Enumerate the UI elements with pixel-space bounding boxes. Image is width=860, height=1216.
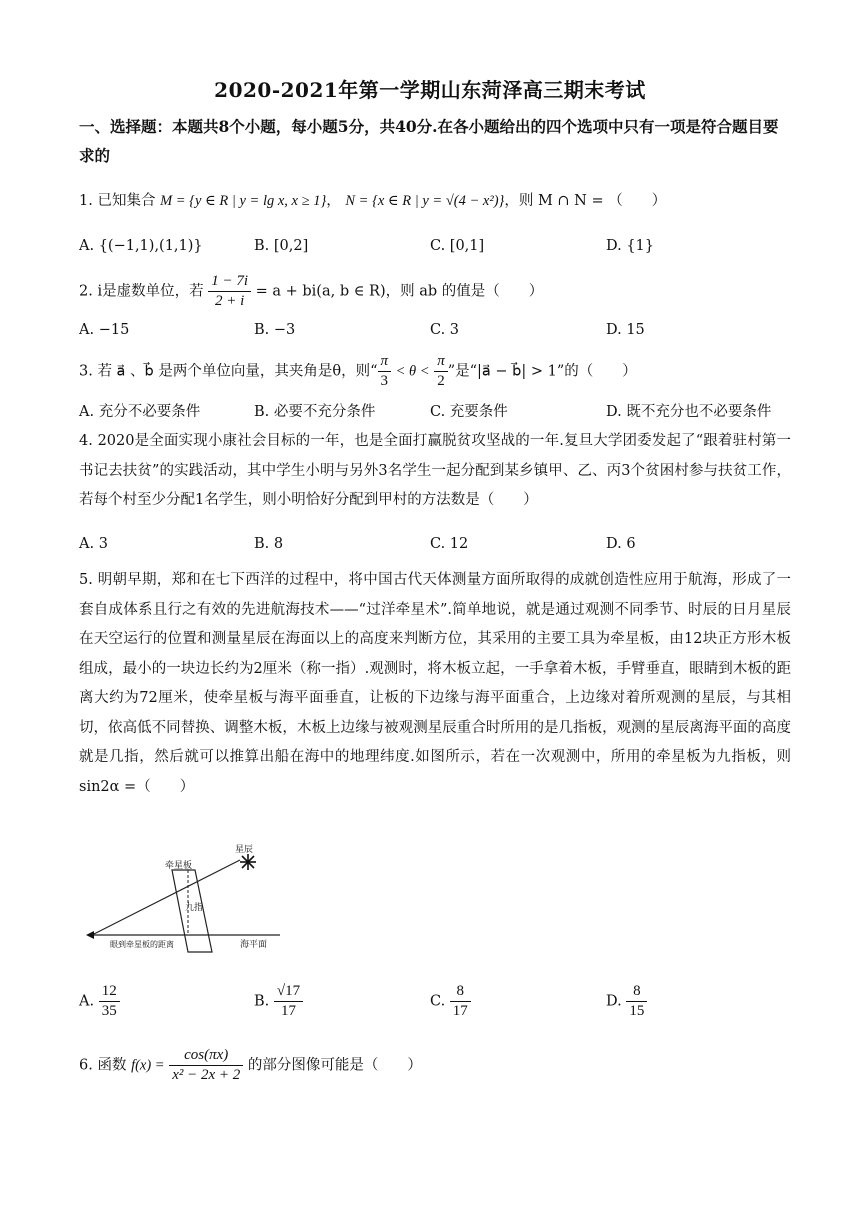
label-sea: 海平面 <box>240 940 268 950</box>
q4-option-a: A. 3 <box>79 536 108 552</box>
q5-option-d-letter: D. <box>606 993 622 1010</box>
q1-option-b: B. [0,2] <box>254 238 309 254</box>
q5-option-c-letter: C. <box>430 993 446 1010</box>
q6-text-a: 6. 函数 <box>79 1057 127 1074</box>
q3-middle: < θ < <box>395 363 430 380</box>
q1-suffix: ，则 M ∩ N = （ ） <box>504 193 667 209</box>
q2-frac-den: 2 + i <box>214 293 245 309</box>
q3-text-b: ”是“|a⃗ − b⃗| > 1”的（ ） <box>447 363 637 380</box>
q2-option-b: B. −3 <box>254 322 296 338</box>
q2-option-c: C. 3 <box>430 322 460 338</box>
q5-d-den: 15 <box>629 1003 645 1019</box>
q6-text-b: 的部分图像可能是（ ） <box>247 1057 422 1074</box>
q5-option-c <box>430 982 471 1021</box>
q5-option-b-letter: B. <box>254 993 270 1010</box>
q4-option-c: C. 12 <box>430 536 469 552</box>
q1-option-c: C. [0,1] <box>430 238 485 254</box>
q6-function: f(x) = <box>131 1057 165 1074</box>
q2-frac-num: 1 − 7i <box>208 272 251 292</box>
label-star: 星辰 <box>235 845 254 855</box>
q3-option-c: C. 充要条件 <box>430 404 508 420</box>
star-board-figure <box>80 840 290 960</box>
q3-option-b: B. 必要不充分条件 <box>254 404 376 420</box>
q3-frac1-den: 3 <box>380 373 389 389</box>
q4-option-b: B. 8 <box>254 536 284 552</box>
question-3 <box>79 352 791 391</box>
q5-option-b-frac <box>274 982 303 1021</box>
q1-prefix: 1. 已知集合 <box>79 193 156 209</box>
q2-text-b: = a + bi(a, b ∈ R)，则 ab 的值是（ ） <box>255 283 544 300</box>
q5-option-a-frac <box>99 982 120 1021</box>
q5-b-num: √17 <box>274 982 303 1002</box>
label-board: 牵星板 <box>165 861 193 871</box>
q5-option-a-letter: A. <box>79 993 95 1010</box>
q3-frac2-num: π <box>434 352 448 372</box>
q3-fraction-2 <box>434 352 448 391</box>
q2-text-a: 2. i是虚数单位，若 <box>79 283 204 300</box>
question-1: 1. 已知集合 M = {y ∈ R | y = lg x, x ≥ 1}， N = {x ∈ R | y = √(4 − x²)}，则 M ∩ N = （ ） <box>79 193 667 209</box>
q5-b-den: 17 <box>280 1003 296 1019</box>
q5-a-den: 35 <box>101 1003 117 1019</box>
q6-frac-num: cos(πx) <box>169 1046 243 1066</box>
q3-fraction-1 <box>378 352 392 391</box>
q5-option-d <box>606 982 647 1021</box>
q2-option-d: D. 15 <box>606 322 645 338</box>
q5-a-num: 12 <box>99 982 120 1002</box>
q2-fraction <box>208 272 251 311</box>
label-nine: 九指 <box>185 903 204 913</box>
q5-option-b <box>254 982 303 1021</box>
question-5: 5. 明朝早期，郑和在七下西洋的过程中，将中国古代天体测量方面所取得的成就创造性应用于航海，形成了一套自成体系且行之有效的先进航海技术——“过洋牵星术”.简单地说，就是通过观测不同季节、时辰的日月星辰在天空运行的位置和测量星辰在海面以上的高度来判断方位，其采用的主要工具为牵星板，由12块正方形木板组成，最小的一块边长约为2厘米（称一指）.观测时，将木板立起，一手拿着木板，手臂垂直，眼睛到木板的距离大约为72厘米，使牵星板与海平面垂直，让板的下边缘与海平面重合，上边缘对着所观测的星辰，与其相切，依高低不同替换、调整木板，木板上边缘与被观测星辰重合时所用的是几指板，观测的星辰离海平面的高度就是几指，然后就可以推算出船在海中的地理纬度.如图所示，若在一次观测中，所用的牵星板为九指板，则 sin2α =（ ） <box>79 572 791 795</box>
q3-option-d: D. 既不充分也不必要条件 <box>606 404 772 420</box>
q5-option-a <box>79 982 120 1021</box>
q1-option-d: D. {1} <box>606 238 655 254</box>
q3-frac2-den: 2 <box>437 373 445 389</box>
q3-option-a: A. 充分不必要条件 <box>79 404 201 420</box>
q1-option-a: A. {(−1,1),(1,1)} <box>79 238 203 254</box>
q3-text-a: 3. 若 a⃗ 、b⃗ 是两个单位向量，其夹角是θ，则“ <box>79 363 378 380</box>
star-icon <box>240 854 256 870</box>
q5-c-num: 8 <box>450 982 471 1002</box>
q5-c-den: 17 <box>452 1003 468 1019</box>
q1-set-m: M = {y ∈ R | y = lg x, x ≥ 1} <box>160 193 327 209</box>
q3-frac1-num: π <box>378 352 392 372</box>
q6-fraction <box>169 1046 243 1085</box>
q5-option-c-frac <box>450 982 471 1021</box>
q6-frac-den: x² − 2x + 2 <box>172 1067 241 1083</box>
eye-icon <box>86 931 94 939</box>
q5-option-d-frac <box>626 982 647 1021</box>
sight-line <box>92 860 240 935</box>
label-distance: 眼到牵星板的距离 <box>110 940 174 949</box>
q4-option-d: D. 6 <box>606 536 636 552</box>
q2-option-a: A. −15 <box>79 322 130 338</box>
question-6 <box>79 1046 791 1085</box>
q1-set-n: N = {x ∈ R | y = √(4 − x²)} <box>345 193 505 209</box>
q5-d-num: 8 <box>626 982 647 1002</box>
question-2 <box>79 272 791 311</box>
section-heading: 一、选择题：本题共8个小题，每小题5分，共40分.在各小题给出的四个选项中只有一项是符合题目要求的 <box>79 117 779 165</box>
question-4: 4. 2020是全面实现小康社会目标的一年，也是全面打赢脱贫攻坚战的一年.复旦大学团委发起了“跟着驻村第一书记去扶贫”的实践活动，其中学生小明与另外3名学生一起分配到某乡镇甲、乙、丙3个贫困村参与扶贫工作，若每个村至少分配1名学生，则小明恰好分配到甲村的方法数是（ ） <box>79 433 791 508</box>
page-title: 2020-2021年第一学期山东菏泽高三期末考试 <box>214 78 646 102</box>
